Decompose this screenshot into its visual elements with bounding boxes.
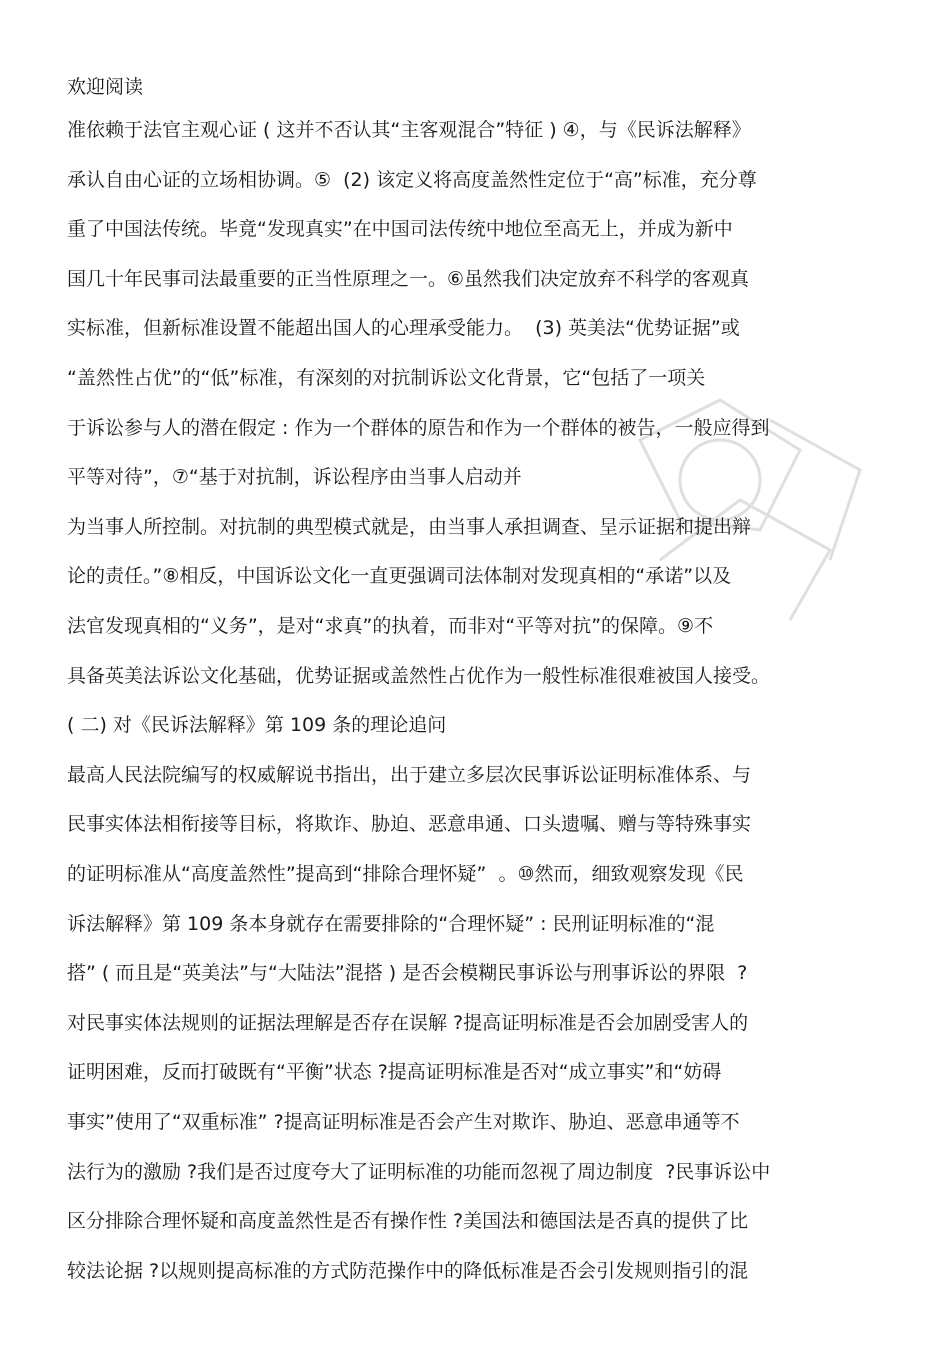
section-heading: ( 二) 对《民诉法解释》第 109 条的理论追问 [67,714,447,737]
text-line: 平等对待”，⑦“基于对抗制，诉讼程序由当事人启动并 [67,466,522,489]
page-header: 欢迎阅读 [67,76,144,98]
text-line: 诉法解释》第 109 条本身就存在需要排除的“合理怀疑” : 民刑证明标准的“混 [67,912,715,935]
text-line: 较法论据 ?以规则提高标准的方式防范操作中的降低标准是否会引发规则指引的混 [67,1259,749,1282]
text-line: 承认自由心证的立场相协调。⑤ (2) 该定义将高度盖然性定位于“高”标准，充分尊 [67,168,757,191]
text-line: “盖然性占优”的“低”标准，有深刻的对抗制诉讼文化背景，它“包括了一项关 [67,367,706,389]
text-line: 法行为的激励 ?我们是否过度夸大了证明标准的功能而忽视了周边制度 ?民事诉讼中 [67,1160,771,1183]
text-line: 重了中国法传统。毕竟“发现真实”在中国司法传统中地位至高无上，并成为新中 [67,218,733,241]
text-line: 区分排除合理怀疑和高度盖然性是否有操作性 ?美国法和德国法是否真的提供了比 [67,1210,749,1233]
text-line: 论的责任。”⑧相反，中国诉讼文化一直更强调司法体制对发现真相的“承诺”以及 [67,565,732,588]
text-line: 民事实体法相衔接等目标，将欺诈、胁迫、恶意串通、口头遗嘱、赠与等特殊事实 [67,813,752,836]
text-line: 于诉讼参与人的潜在假定 : 作为一个群体的原告和作为一个群体的被告，一般应得到 [67,416,770,439]
text-line: 的证明标准从“高度盖然性”提高到“排除合理怀疑” 。⑩然而，细致观察发现《民 [67,863,744,885]
text-line: 具备英美法诉讼文化基础，优势证据或盖然性占优作为一般性标准很难被国人接受。 [67,664,771,687]
text-line: 为当事人所控制。对抗制的典型模式就是，由当事人承担调查、呈示证据和提出辩 [67,515,752,538]
text-line: 实标准，但新标准设置不能超出国人的心理承受能力。 (3) 英美法“优势证据”或 [67,317,740,340]
text-line: 国几十年民事司法最重要的正当性原理之一。⑥虽然我们决定放弃不科学的客观真 [67,267,750,290]
text-line: 事实”使用了“双重标准” ?提高证明标准是否会产生对欺诈、胁迫、恶意串通等不 [67,1111,740,1133]
text-line: 最高人民法院编写的权威解说书指出，出于建立多层次民事诉讼证明标准体系、与 [67,763,752,786]
text-line: 法官发现真相的“义务”，是对“求真”的执着，而非对“平等对抗”的保障。⑨不 [67,615,714,637]
text-line: 对民事实体法规则的证据法理解是否存在误解 ?提高证明标准是否会加剧受害人的 [67,1011,749,1034]
text-line: 准依赖于法官主观心证 ( 这并不否认其“主客观混合”特征 ) ④，与《民诉法解释》 [67,119,751,141]
text-line: 搭” ( 而且是“英美法”与“大陆法”混搭 ) 是否会模糊民事诉讼与刑事诉讼的界限 ? [67,962,748,985]
text-line: 证明困难，反而打破既有“平衡”状态 ?提高证明标准是否对“成立事实”和“妨碍 [67,1061,722,1084]
